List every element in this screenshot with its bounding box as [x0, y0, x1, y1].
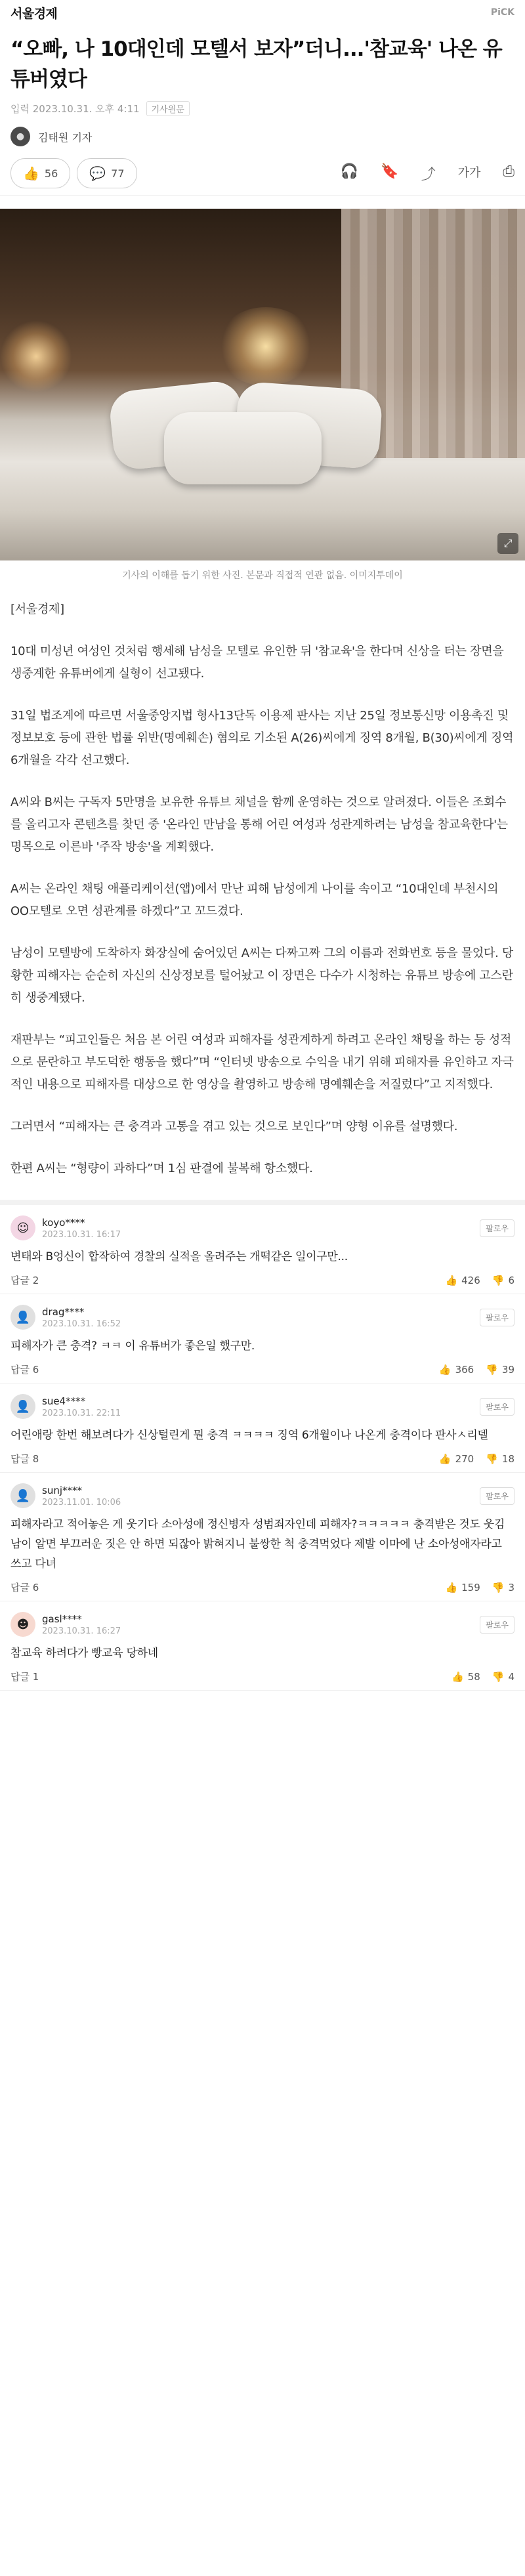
article-paragraph: 그러면서 “피해자는 큰 충격과 고통을 겪고 있는 것으로 보인다”며 양형 이유를 설명했다. [10, 1120, 458, 1133]
comment-list [0, 1200, 525, 1691]
article-paragraph: A씨와 B씨는 구독자 5만명을 보유한 유튜브 채널을 함께 운영하는 것으로 알려졌다. 이들은 조회수를 올리고자 콘텐츠를 찾던 중 '온라인 만남을 통해 어린 여성과 성관계하려는 남성을 참교육한다'는 명목으로 이른바 '주작 방송'을 계획했다. [10, 795, 508, 854]
comment-count: 77 [111, 167, 125, 180]
comment-nickname[interactable]: sue4**** [42, 1395, 86, 1407]
like-button[interactable] [445, 1582, 480, 1594]
font-size-icon[interactable]: 가가 [457, 165, 481, 180]
comment-date: 2023.10.31. 16:17 [42, 1229, 121, 1240]
comment-nickname[interactable]: drag**** [42, 1305, 85, 1318]
article-body [0, 599, 525, 1180]
article-photo [0, 209, 525, 560]
comment-text: 피해자가 큰 충격? ㅋㅋ 이 유튜버가 좋은일 했구만. [10, 1340, 255, 1353]
dislike-button[interactable] [492, 1582, 514, 1594]
like-count: 366 [455, 1363, 474, 1376]
print-icon[interactable]: ⎙ [503, 163, 514, 180]
reporter-avatar: ● [10, 127, 30, 146]
top-bar [0, 0, 525, 25]
comment-nickname[interactable]: gasl**** [42, 1613, 82, 1625]
original-article-button[interactable]: 기사원문 [146, 101, 190, 116]
reaction-count: 56 [44, 167, 58, 180]
follow-button[interactable]: 팔로우 [480, 1398, 514, 1416]
reply-count-button[interactable]: 답글 1 [10, 1671, 39, 1683]
thumbs-up-icon: 👍 [451, 1670, 464, 1683]
share-icon[interactable]: ⤴ [421, 166, 436, 183]
expand-image-icon[interactable]: ⤢ [497, 533, 518, 554]
article-paragraph: 10대 미성년 여성인 것처럼 행세해 남성을 모텔로 유인한 뒤 '참교육'을 한다며 신상을 터는 장면을 생중계한 유튜버에게 실형이 선고됐다. [10, 644, 504, 681]
like-button[interactable] [452, 1671, 480, 1683]
thumbs-up-icon: 👍 [438, 1363, 452, 1376]
bookmark-icon[interactable]: 🔖 [381, 163, 399, 180]
avatar-default-icon[interactable]: 👤 [10, 1483, 35, 1508]
like-count: 58 [467, 1670, 480, 1683]
dislike-count: 18 [501, 1452, 514, 1465]
article-date: 입력 2023.10.31. 오후 4:11 [10, 103, 140, 115]
thumbs-down-icon: 👎 [486, 1363, 498, 1376]
reply-count-button[interactable]: 답글 2 [10, 1275, 39, 1286]
comment-item [0, 1383, 525, 1473]
reply-count-button[interactable]: 답글 6 [10, 1364, 39, 1376]
comment-item [0, 1205, 525, 1294]
comment-nickname[interactable]: sunj**** [42, 1484, 82, 1496]
like-count: 270 [455, 1452, 474, 1465]
dislike-button[interactable] [492, 1275, 514, 1286]
comment-date: 2023.10.31. 16:52 [42, 1319, 121, 1329]
comment-icon: 💬 [89, 165, 106, 181]
dislike-count: 3 [508, 1581, 514, 1594]
like-button[interactable] [439, 1364, 474, 1376]
pillow-shape [164, 412, 322, 484]
comment-text: 피해자라고 적어놓은 게 웃기다 소아성애 정신병자 성범죄자인데 피해자?ㅋㅋㅋㅋㅋ 충격받은 것도 웃김 남이 알면 부끄러운 짓은 안 하면 되잖아 밝혀지니 불쌍한 척 충격먹었다 제발 이마에 난 소아성애자라고 쓰고 다녀 [10, 1518, 505, 1571]
comment-date: 2023.10.31. 22:11 [42, 1408, 121, 1418]
article-actions [0, 154, 525, 196]
reporter-name: 김태원 기자 [38, 131, 93, 144]
thumbs-up-icon: 👍 [438, 1452, 452, 1465]
comment-text: 어린애랑 한번 해보려다가 신상털린게 뭔 충격 ㅋㅋㅋㅋ 징역 6개월이나 나온게 충격이다 판사ㅅ리델 [10, 1429, 488, 1442]
thumbs-up-icon: 👍 [445, 1581, 458, 1594]
follow-button[interactable]: 팔로우 [480, 1616, 514, 1634]
comment-date: 2023.11.01. 10:06 [42, 1497, 121, 1508]
dislike-button[interactable] [486, 1364, 514, 1376]
like-count: 426 [461, 1274, 480, 1286]
article-headline: “오빠, 나 10대인데 모텔서 보자”더니...'참교육' 나온 유튜버였다 [10, 37, 502, 91]
reaction-emoji-icon: 👍 [23, 165, 39, 181]
dislike-button[interactable] [486, 1453, 514, 1465]
comment-button[interactable] [77, 158, 136, 188]
comment-item [0, 1473, 525, 1601]
press-logo[interactable]: 서울경제 [10, 6, 58, 21]
comment-text: 변태와 B엉신이 합작하여 경찰의 실적을 올려주는 개떡같은 일이구만... [10, 1250, 348, 1263]
article-paragraph: 재판부는 “피고인들은 처음 본 어린 여성과 피해자를 성관계하게 하려고 온라인 채팅을 하는 등 성적으로 문란하고 부도덕한 행동을 했다”며 “인터넷 방송으로 수익을 내기 위해 피해자를 유인하고 자극적인 내용으로 피해자를 대상으로 한 영상을 촬영하고 방송해 명예훼손을 저질렀다”고 지적했다. [10, 1033, 514, 1091]
article-paragraph: 한편 A씨는 “형량이 과하다”며 1심 판결에 불복해 항소했다. [10, 1162, 313, 1175]
thumbs-down-icon: 👎 [492, 1581, 505, 1594]
article-meta [0, 98, 525, 119]
reporter-row[interactable] [0, 119, 525, 154]
comment-item [0, 1294, 525, 1383]
dislike-count: 6 [508, 1274, 514, 1286]
lamp-glow [217, 307, 315, 386]
comment-date: 2023.10.31. 16:27 [42, 1626, 121, 1636]
pick-badge: PiCK [490, 7, 514, 18]
follow-button[interactable]: 팔로우 [480, 1487, 514, 1505]
comment-text: 참교육 하려다가 빵교육 당하네 [10, 1647, 158, 1660]
reply-count-button[interactable]: 답글 6 [10, 1582, 39, 1594]
headphone-icon[interactable]: 🎧 [340, 163, 359, 180]
article-paragraph: 남성이 모텔방에 도착하자 화장실에 숨어있던 A씨는 다짜고짜 그의 이름과 전화번호 등을 물었다. 당황한 피해자는 순순히 자신의 신상정보를 털어놨고 이 장면은 다수가 시청하는 유튜브 방송에 고스란히 생중계됐다. [10, 946, 514, 1005]
thumbs-down-icon: 👎 [492, 1274, 505, 1286]
comment-nickname[interactable]: koyo**** [42, 1216, 85, 1229]
article-paragraph: A씨는 온라인 채팅 애플리케이션(앱)에서 만난 피해 남성에게 나이를 속이고 “10대인데 부천시의 OO모텔로 오면 성관계를 하겠다”고 꼬드겼다. [10, 882, 499, 918]
comment-item [0, 1601, 525, 1691]
follow-button[interactable]: 팔로우 [480, 1309, 514, 1326]
avatar-character-icon[interactable]: ☻ [10, 1612, 35, 1637]
dislike-count: 4 [508, 1670, 514, 1683]
thumbs-down-icon: 👎 [486, 1452, 498, 1465]
avatar-default-icon[interactable]: 👤 [10, 1394, 35, 1419]
follow-button[interactable]: 팔로우 [480, 1219, 514, 1237]
article-paragraph: [서울경제] [10, 602, 64, 616]
reaction-button[interactable] [10, 158, 70, 188]
avatar-girl-icon[interactable]: ☺ [10, 1215, 35, 1240]
article-paragraph: 31일 법조계에 따르면 서울중앙지법 형사13단독 이용제 판사는 지난 25일 정보통신망 이용촉진 및 정보보호 등에 관한 법률 위반(명예훼손) 혐의로 기소된 A(26)씨에게 징역 8개월, B(30)씨에게 징역 6개월을 각각 선고했다. [10, 709, 514, 767]
thumbs-down-icon: 👎 [492, 1670, 505, 1683]
like-button[interactable] [439, 1453, 474, 1465]
thumbs-up-icon: 👍 [445, 1274, 458, 1286]
like-button[interactable] [445, 1275, 480, 1286]
photo-caption: 기사의 이해를 돕기 위한 사진. 본문과 직접적 연관 없음. 이미지투데이 [122, 570, 403, 581]
reply-count-button[interactable]: 답글 8 [10, 1453, 39, 1465]
avatar-default-icon[interactable]: 👤 [10, 1305, 35, 1330]
dislike-count: 39 [501, 1363, 514, 1376]
dislike-button[interactable] [492, 1671, 514, 1683]
like-count: 159 [461, 1581, 480, 1594]
lamp-glow-left [0, 320, 72, 392]
